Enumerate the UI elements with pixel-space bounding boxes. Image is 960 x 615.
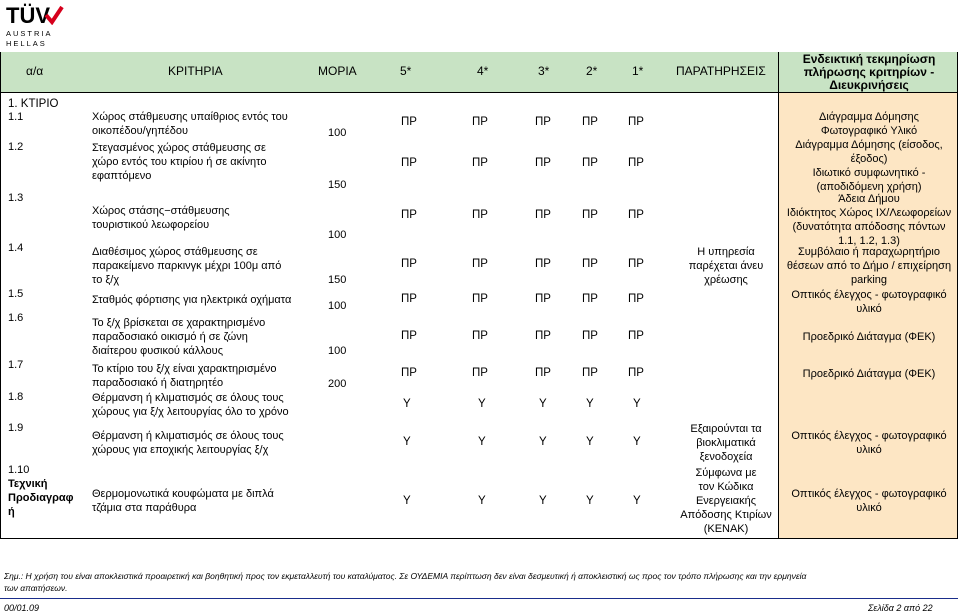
star4-value: ΠΡ — [472, 293, 488, 305]
remark-line: Η υπηρεσία — [697, 246, 755, 258]
star2-value: ΠΡ — [582, 209, 598, 221]
row-id: 1.6 — [8, 312, 24, 324]
footnote — [4, 570, 956, 594]
star5-value: Y — [403, 495, 411, 507]
row-category-label — [8, 477, 74, 519]
evidence-text — [780, 429, 958, 457]
star5-value: ΠΡ — [401, 157, 417, 169]
star2-value: ΠΡ — [582, 330, 598, 342]
star2-value: Y — [586, 436, 594, 448]
criterion-line: Στεγασμένος χώρος στάθμευσης σε — [92, 142, 266, 154]
row-id: 1.5 — [8, 288, 24, 300]
header-5star: 5* — [400, 64, 412, 78]
evidence-line: (δυνατότητα απόδοσης πόντων — [792, 221, 946, 233]
star3-value: ΠΡ — [535, 258, 551, 270]
table-left-line — [0, 52, 1, 539]
evidence-line: Οπτικός έλεγχος - φωτογραφικό — [791, 488, 947, 500]
criterion-line: παρακείμενο παρκινγκ μέχρι 100μ από — [92, 260, 282, 272]
criterion-text — [92, 110, 288, 138]
evidence-line: υλικό — [856, 444, 882, 456]
star3-value: ΠΡ — [535, 367, 551, 379]
header-aa: α/α — [26, 64, 44, 78]
criterion-text — [92, 362, 277, 390]
star2-value: Y — [586, 495, 594, 507]
row-id: 1.2 — [8, 141, 24, 153]
evidence-text — [780, 367, 958, 381]
section-title: 1. ΚΤΙΡΙΟ — [8, 98, 59, 110]
criterion-text — [92, 316, 265, 358]
header-3star: 3* — [538, 64, 550, 78]
logo-brand: TÜV — [6, 3, 50, 28]
star1-value: Y — [633, 495, 641, 507]
evidence-line: 1.1, 1.2, 1.3) — [838, 235, 900, 247]
footer-version: 00/01.09 — [4, 603, 40, 613]
star1-value: ΠΡ — [628, 157, 644, 169]
criterion-line: Χώρος στάσης−στάθμευσης — [92, 205, 230, 217]
evidence-line: (αποδιδόμενη χρήση) — [816, 181, 922, 193]
remark-line: παρέχεται άνευ — [688, 260, 764, 272]
star3-value: Y — [539, 398, 547, 410]
row-id: 1.10 — [8, 464, 30, 476]
evidence-line: Οπτικός έλεγχος - φωτογραφικό — [791, 289, 947, 301]
star4-value: Y — [478, 436, 486, 448]
header-evidence-line1: Ενδεικτική τεκμηρίωση — [802, 52, 936, 66]
points-value: 150 — [328, 179, 347, 191]
star1-value: Y — [633, 436, 641, 448]
star2-value: ΠΡ — [582, 258, 598, 270]
evidence-text — [780, 110, 958, 138]
evidence-line: Άδεια Δήμου — [838, 193, 900, 205]
evidence-text — [780, 487, 958, 515]
criterion-line: τουριστικού λεωφορείου — [92, 219, 210, 231]
header-bottom-line — [0, 92, 958, 93]
star1-value: Y — [633, 398, 641, 410]
remark-line: τον Κώδικα — [698, 481, 754, 493]
evidence-line: Προεδρικό Διάταγμα (ΦΕΚ) — [802, 331, 936, 343]
points-value: 100 — [328, 345, 347, 357]
header-4star: 4* — [477, 64, 489, 78]
star3-value: Y — [539, 495, 547, 507]
star3-value: ΠΡ — [535, 157, 551, 169]
criterion-text — [92, 487, 274, 515]
criterion-line: Διαθέσιμος χώρος στάθμευσης σε — [92, 246, 258, 258]
logo-check-icon — [44, 5, 64, 25]
evidence-text — [780, 245, 958, 287]
remark-line: ξενοδοχεία — [699, 451, 753, 463]
star3-value: ΠΡ — [535, 209, 551, 221]
star4-value: Y — [478, 495, 486, 507]
remark-line: Εξαιρούνται τα — [690, 423, 762, 435]
criterion-line: εφαπτόμενο — [92, 170, 152, 182]
remark-line: βιοκλιματικά — [696, 437, 756, 449]
star3-value: Y — [539, 436, 547, 448]
star1-value: ΠΡ — [628, 293, 644, 305]
star5-value: ΠΡ — [401, 330, 417, 342]
remark-line: Ενεργειακής — [695, 495, 757, 507]
criterion-line: οικοπέδου/γηπέδου — [92, 125, 189, 137]
star5-value: ΠΡ — [401, 258, 417, 270]
criterion-line: Το κτίριο του ξ/χ είναι χαρακτηρισμένο — [92, 363, 277, 375]
evidence-text — [780, 288, 958, 316]
footnote-line2: των απαιτήσεων. — [4, 583, 68, 593]
star2-value: ΠΡ — [582, 367, 598, 379]
criterion-text — [92, 293, 291, 307]
star4-value: ΠΡ — [472, 157, 488, 169]
star2-value: Y — [586, 398, 594, 410]
points-value: 100 — [328, 229, 347, 241]
row-id: 1.4 — [8, 242, 24, 254]
criterion-line: Θέρμανση ή κλιματισμός σε όλους τους — [92, 392, 284, 404]
star2-value: ΠΡ — [582, 116, 598, 128]
star5-value: ΠΡ — [401, 293, 417, 305]
remark-kenak — [672, 466, 780, 536]
evidence-line: Προεδρικό Διάταγμα (ΦΕΚ) — [802, 368, 936, 380]
evidence-line: Ιδιωτικό συμφωνητικό - — [812, 167, 926, 179]
star4-value: ΠΡ — [472, 330, 488, 342]
criterion-line: Θέρμανση ή κλιματισμός σε όλους τους — [92, 430, 284, 442]
star4-value: ΠΡ — [472, 209, 488, 221]
star1-value: ΠΡ — [628, 209, 644, 221]
row-id: 1.8 — [8, 391, 24, 403]
remark-line: Σύμφωνα με — [695, 467, 757, 479]
remark-line: χρέωσης — [704, 274, 748, 286]
criterion-line: Το ξ/χ βρίσκεται σε χαρακτηρισμένο — [92, 317, 266, 329]
criterion-line: παραδοσιακό ή διατηρητέο — [92, 377, 224, 389]
criterion-text — [92, 391, 289, 419]
category-line: ή — [8, 506, 15, 518]
row-id: 1.9 — [8, 422, 24, 434]
star5-value: Y — [403, 436, 411, 448]
evidence-line: Ιδιόκτητος Χώρος ΙΧ/Λεωφορείων — [786, 207, 952, 219]
star4-value: ΠΡ — [472, 258, 488, 270]
star5-value: ΠΡ — [401, 116, 417, 128]
evidence-line: Διάγραμμα Δόμησης — [819, 111, 919, 123]
tuv-logo — [6, 3, 66, 49]
star4-value: ΠΡ — [472, 367, 488, 379]
footnote-line1: Σημ.: Η χρήση του είναι αποκλειστικά προαιρετική και βοηθητική προς τον εκμεταλλευτή του καταλύματος. Σε ΟΥΔΕΜΙΑ περίπτωση δεν είναι δεσμευτική ή αποκλειστική ως προς τον τρόπο πλήρωσης και την ερμηνεία — [4, 571, 807, 581]
evidence-text — [780, 192, 958, 248]
evidence-line: Συμβόλαιο ή παραχωρητήριο — [797, 246, 940, 258]
evidence-line: Διάγραμμα Δόμησης (είσοδος, — [795, 139, 943, 151]
criterion-line: χώρους για ξ/χ λειτουργίας όλο το χρόνο — [92, 406, 289, 418]
criterion-line: Χώρος στάθμευσης υπαίθριος εντός του — [92, 111, 288, 123]
category-line: Προδιαγραφ — [8, 492, 74, 504]
criterion-line: Θερμομονωτικά κουφώματα με διπλά — [92, 488, 274, 500]
row-id: 1.3 — [8, 192, 24, 204]
logo-austria: AUSTRIA — [6, 29, 53, 38]
footer-divider — [0, 598, 958, 599]
logo-hellas: HELLAS — [6, 39, 47, 48]
evidence-line: parking — [850, 274, 888, 286]
evidence-line: υλικό — [856, 303, 882, 315]
points-value: 100 — [328, 127, 347, 139]
footer-page: Σελίδα 2 από 22 — [868, 603, 933, 613]
points-value: 100 — [328, 300, 347, 312]
row-id: 1.7 — [8, 359, 24, 371]
star1-value: ΠΡ — [628, 258, 644, 270]
criterion-line: διαίτερου φυσικού κάλλους — [92, 345, 223, 357]
star2-value: ΠΡ — [582, 293, 598, 305]
header-evidence-line3: Διευκρινήσεις — [829, 78, 909, 92]
remark-heating — [676, 422, 776, 464]
star3-value: ΠΡ — [535, 293, 551, 305]
header-points: ΜΟΡΙΑ — [318, 64, 357, 78]
remark-line: Απόδοσης Κτιρίων — [680, 509, 772, 521]
evidence-line: Οπτικός έλεγχος - φωτογραφικό — [791, 430, 947, 442]
star5-value: Y — [403, 398, 411, 410]
criterion-text — [92, 429, 284, 457]
criterion-text — [92, 204, 230, 232]
header-evidence-line2: πλήρωσης κριτηρίων - — [803, 65, 935, 79]
star5-value: ΠΡ — [401, 367, 417, 379]
evidence-line: Φωτογραφικό Υλικό — [820, 125, 918, 137]
remark-parking — [676, 245, 776, 287]
evidence-line: έξοδος) — [850, 153, 888, 165]
criterion-line: παραδοσιακό οικισμό ή σε ζώνη — [92, 331, 248, 343]
criterion-text — [92, 141, 266, 183]
star1-value: ΠΡ — [628, 330, 644, 342]
evidence-line: θέσεων από το Δήμο / επιχείρηση — [786, 260, 952, 272]
criterion-line: τζάμια στα παράθυρα — [92, 502, 197, 514]
criterion-line: χώρους για εποχικής λειτουργίας ξ/χ — [92, 444, 269, 456]
category-line: Τεχνική — [8, 478, 48, 490]
header-1star: 1* — [632, 64, 644, 78]
star3-value: ΠΡ — [535, 330, 551, 342]
star2-value: ΠΡ — [582, 157, 598, 169]
header-evidence — [780, 53, 958, 92]
evidence-line: υλικό — [856, 502, 882, 514]
star1-value: ΠΡ — [628, 367, 644, 379]
star5-value: ΠΡ — [401, 209, 417, 221]
header-remarks: ΠΑΡΑΤΗΡΗΣΕΙΣ — [676, 64, 766, 78]
criterion-line: χώρο εντός του κτιρίου ή σε ακίνητο — [92, 156, 267, 168]
star4-value: Y — [478, 398, 486, 410]
points-value: 200 — [328, 378, 347, 390]
evidence-text — [780, 138, 958, 194]
header-criteria: ΚΡΙΤΗΡΙΑ — [168, 64, 223, 78]
criterion-line: Σταθμός φόρτισης για ηλεκτρικά οχήματα — [92, 294, 292, 306]
criterion-text — [92, 245, 281, 287]
remark-line: (ΚΕΝΑΚ) — [703, 523, 749, 535]
row-id: 1.1 — [8, 111, 24, 123]
star3-value: ΠΡ — [535, 116, 551, 128]
table-bottom-line — [0, 538, 958, 539]
criterion-line: το ξ/χ — [92, 274, 120, 286]
header-2star: 2* — [586, 64, 598, 78]
evidence-text — [780, 330, 958, 344]
star1-value: ΠΡ — [628, 116, 644, 128]
star4-value: ΠΡ — [472, 116, 488, 128]
points-value: 150 — [328, 274, 347, 286]
